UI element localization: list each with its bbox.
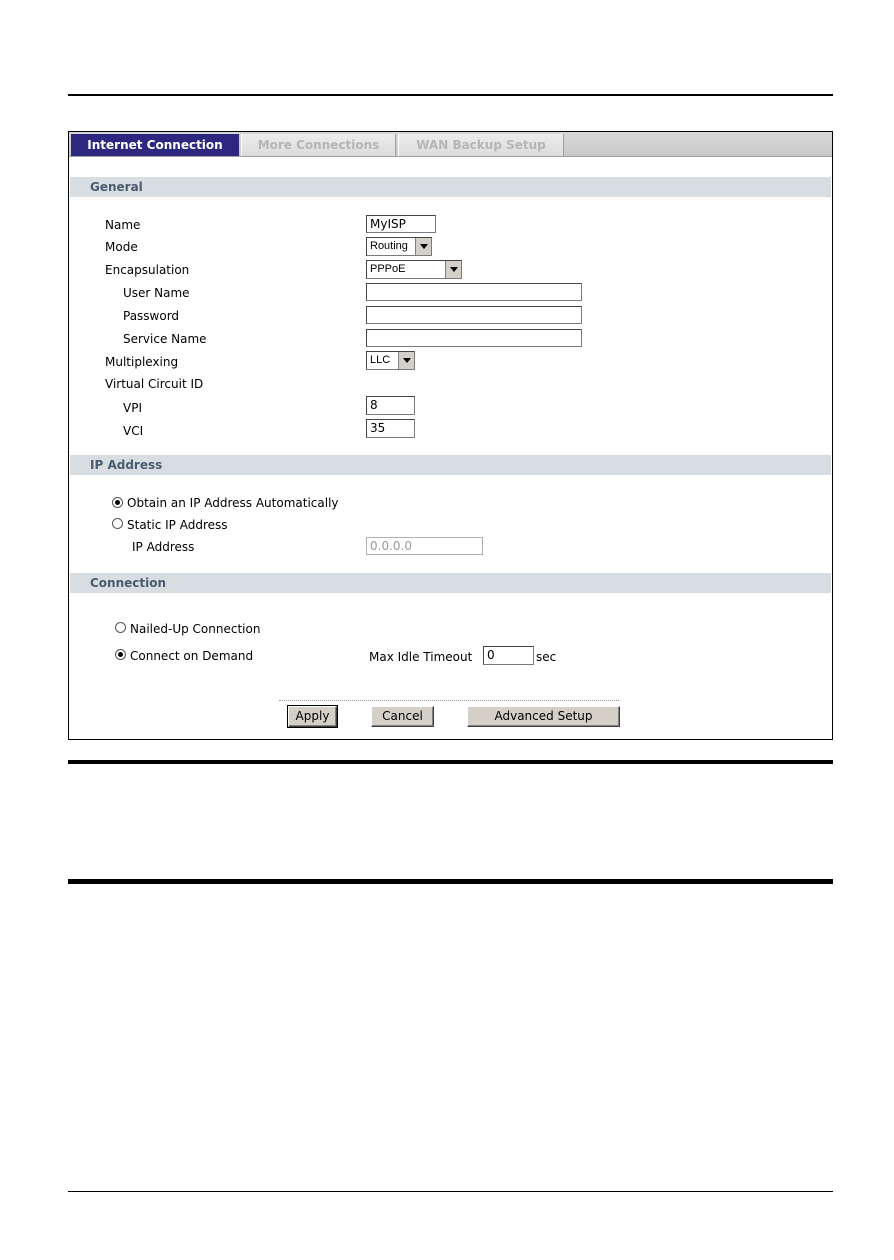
- chevron-down-icon: [398, 352, 414, 369]
- header-rule: [68, 94, 833, 96]
- tab-wan-backup-setup[interactable]: WAN Backup Setup: [398, 134, 564, 156]
- static-ip-label: Static IP Address: [127, 518, 228, 532]
- cancel-button[interactable]: Cancel: [371, 706, 434, 727]
- tab-internet-connection[interactable]: Internet Connection: [71, 134, 239, 156]
- chevron-down-icon: [445, 261, 461, 278]
- encapsulation-label: Encapsulation: [105, 263, 190, 277]
- tab-more-connections[interactable]: More Connections: [241, 134, 396, 156]
- section-ip-address-header: IP Address: [70, 455, 831, 475]
- password-label: Password: [123, 309, 180, 323]
- section-connection-header: Connection: [70, 573, 831, 593]
- footer-rule: [68, 1191, 833, 1192]
- name-input[interactable]: MyISP: [366, 215, 436, 233]
- connect-on-demand-label: Connect on Demand: [130, 649, 254, 663]
- internet-connection-panel: [68, 131, 833, 740]
- service-name-input[interactable]: [366, 329, 582, 347]
- ip-address-label: IP Address: [132, 540, 195, 554]
- multiplexing-label: Multiplexing: [105, 355, 179, 369]
- divider-rule-mid: [68, 760, 833, 764]
- connect-on-demand-radio[interactable]: [115, 649, 126, 660]
- advanced-setup-button[interactable]: Advanced Setup: [467, 706, 620, 727]
- nailed-up-radio[interactable]: [115, 622, 126, 633]
- obtain-ip-auto-radio[interactable]: [112, 497, 123, 508]
- static-ip-radio[interactable]: [112, 518, 123, 529]
- multiplexing-select-value: LLC: [370, 354, 391, 366]
- virtual-circuit-id-label: Virtual Circuit ID: [105, 377, 204, 391]
- chevron-down-icon: [415, 238, 431, 255]
- nailed-up-label: Nailed-Up Connection: [130, 622, 261, 636]
- button-divider: [279, 700, 619, 701]
- vpi-label: VPI: [123, 401, 142, 415]
- divider-rule-low: [68, 879, 833, 884]
- vpi-input[interactable]: 8: [366, 396, 415, 415]
- name-label: Name: [105, 218, 141, 232]
- username-label: User Name: [123, 286, 190, 300]
- encapsulation-select-value: PPPoE: [370, 263, 406, 275]
- password-input[interactable]: [366, 306, 582, 324]
- vci-input[interactable]: 35: [366, 419, 415, 438]
- service-name-label: Service Name: [123, 332, 207, 346]
- mode-select-value: Routing: [370, 240, 408, 252]
- encapsulation-select[interactable]: [366, 260, 462, 279]
- mode-select[interactable]: [366, 237, 432, 256]
- ip-address-input[interactable]: 0.0.0.0: [366, 537, 483, 555]
- idle-unit-label: sec: [536, 650, 557, 664]
- vci-label: VCI: [123, 424, 144, 438]
- tab-bar: [69, 132, 832, 157]
- obtain-ip-auto-label: Obtain an IP Address Automatically: [127, 496, 339, 510]
- max-idle-timeout-label: Max Idle Timeout: [369, 650, 473, 664]
- apply-button[interactable]: Apply: [288, 706, 337, 727]
- multiplexing-select[interactable]: [366, 351, 415, 370]
- max-idle-timeout-input[interactable]: 0: [483, 646, 534, 665]
- username-input[interactable]: [366, 283, 582, 301]
- section-general-header: General: [70, 177, 831, 197]
- mode-label: Mode: [105, 240, 138, 254]
